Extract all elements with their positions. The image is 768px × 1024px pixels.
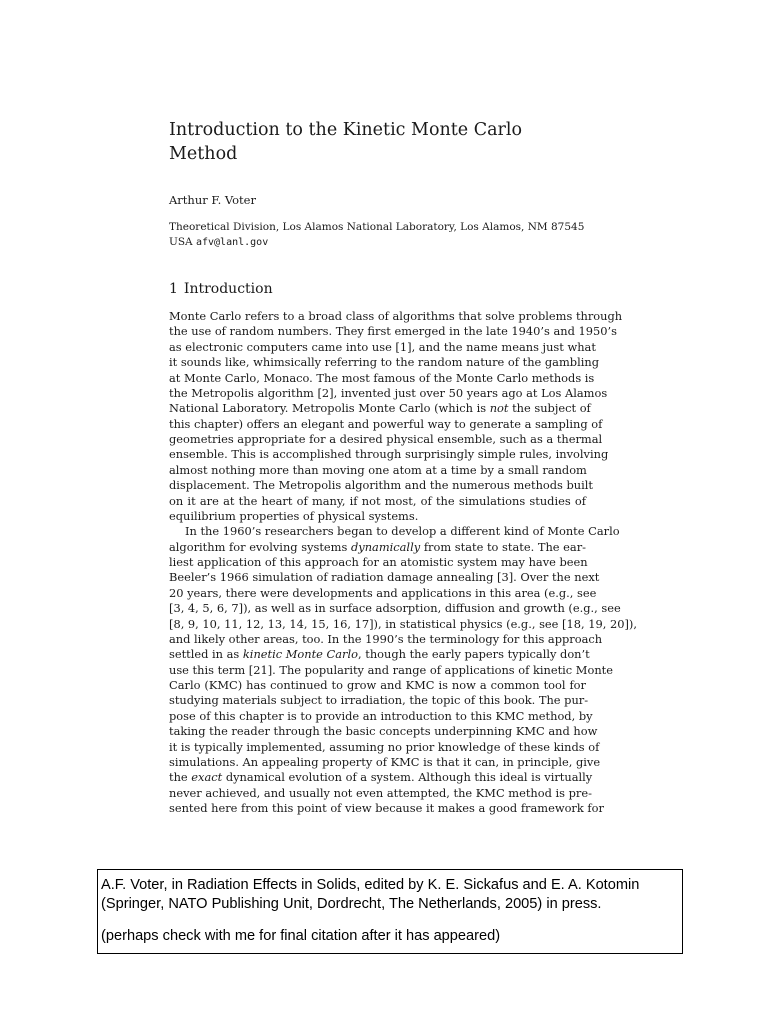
citation-line-1: A.F. Voter, in Radiation Effects in Solids, edited by K. E. Sickafus and E. A. Kotomin — [101, 877, 640, 893]
text-line: never achieved, and usually not even attempted, the KMC method is pre- — [169, 785, 592, 800]
text-line: pose of this chapter is to provide an introduction to this KMC method, by — [169, 708, 593, 723]
author-affiliation — [169, 220, 584, 250]
body-text — [169, 309, 637, 816]
author-email: afv@lanl.gov — [195, 237, 269, 248]
text-line: liest application of this approach for an atomistic system may have been — [169, 555, 588, 569]
section-title: Introduction — [183, 281, 273, 297]
text-run: from state to state. The ear- — [420, 539, 586, 554]
text-line: as electronic computers came into use [1], and the name means just what — [169, 339, 596, 354]
text-run: , though the early papers typically don’t — [358, 647, 590, 662]
text-line: the use of random numbers. They first emerged in the late 1940’s and 1950’s — [169, 324, 618, 339]
text-line: it sounds like, whimsically referring to the random nature of the gambling — [169, 355, 599, 370]
citation-note-box — [97, 869, 683, 954]
text-run: National Laboratory. Metropolis Monte Carlo (which is — [169, 401, 490, 416]
affiliation-prefix: USA — [169, 236, 196, 248]
emphasis-text: not — [489, 401, 509, 416]
section-heading — [169, 279, 273, 299]
text-line: sented here from this point of view because it makes a good framework for — [169, 801, 604, 815]
text-line: simulations. An appealing property of KMC is that it can, in principle, give — [169, 754, 601, 769]
text-line: studying materials subject to irradiation, the topic of this book. The pur- — [169, 693, 589, 708]
text-line: geometries appropriate for a desired physical ensemble, such as a thermal — [169, 432, 603, 446]
title-line-1: Introduction to the Kinetic Monte Carlo — [169, 120, 523, 140]
emphasis-text: dynamically — [350, 539, 421, 554]
text-line: [8, 9, 10, 11, 12, 13, 14, 15, 16, 17]), in statistical physics (e.g., see [18, 19, 20]), — [169, 616, 637, 631]
text-line: ensemble. This is accomplished through surprisingly simple rules, involving — [169, 447, 609, 462]
text-line: Monte Carlo refers to a broad class of algorithms that solve problems through — [169, 309, 623, 323]
text-line: Beeler’s 1966 simulation of radiation damage annealing [3]. Over the next — [169, 570, 600, 585]
text-line: [3, 4, 5, 6, 7]), as well as in surface adsorption, diffusion and growth (e.g., see — [169, 601, 621, 616]
text-line: use this term [21]. The popularity and range of applications of kinetic Monte — [169, 662, 613, 677]
section-number: 1 — [169, 281, 178, 297]
text-line: this chapter) offers an elegant and powerful way to generate a sampling of — [169, 416, 603, 431]
text-run: the subject of — [508, 401, 591, 416]
text-line — [169, 540, 586, 555]
text-line: equilibrium properties of physical systems. — [169, 508, 419, 523]
text-line — [169, 647, 590, 662]
text-line: and likely other areas, too. In the 1990’s the terminology for this approach — [169, 631, 603, 646]
text-line: on it are at the heart of many, if not most, of the simulations studies of — [169, 493, 586, 508]
text-run: algorithm for evolving systems — [169, 539, 351, 554]
text-run: settled in as — [169, 647, 243, 662]
text-line: taking the reader through the basic concepts underpinning KMC and how — [169, 724, 598, 739]
text-line: it is typically implemented, assuming no prior knowledge of these kinds of — [169, 739, 600, 754]
text-line: Carlo (KMC) has continued to grow and KMC is now a common tool for — [169, 678, 586, 692]
text-run: the — [169, 770, 192, 785]
emphasis-text: exact — [191, 770, 223, 785]
text-line — [169, 770, 593, 785]
text-line: In the 1960’s researchers began to develop a different kind of Monte Carlo — [185, 524, 620, 539]
author-name: Arthur F. Voter — [169, 193, 256, 207]
text-line: displacement. The Metropolis algorithm and the numerous methods built — [169, 478, 594, 493]
text-line: 20 years, there were developments and applications in this area (e.g., see — [169, 585, 597, 600]
text-line — [169, 401, 591, 416]
text-run: dynamical evolution of a system. Although this ideal is virtually — [222, 770, 593, 785]
title-line-2: Method — [169, 144, 238, 164]
citation-line-3: (perhaps check with me for final citation after it has appeared) — [101, 928, 501, 944]
text-line: at Monte Carlo, Monaco. The most famous of the Monte Carlo methods is — [169, 370, 595, 385]
paper-title — [169, 118, 589, 166]
text-line: the Metropolis algorithm [2], invented just over 50 years ago at Los Alamos — [169, 385, 608, 400]
text-line: almost nothing more than moving one atom at a time by a small random — [169, 462, 587, 477]
citation-line-2: (Springer, NATO Publishing Unit, Dordrecht, The Netherlands, 2005) in press. — [101, 895, 602, 912]
emphasis-text: kinetic Monte Carlo — [242, 647, 358, 662]
affiliation-line-1: Theoretical Division, Los Alamos National Laboratory, Los Alamos, NM 87545 — [169, 221, 585, 233]
